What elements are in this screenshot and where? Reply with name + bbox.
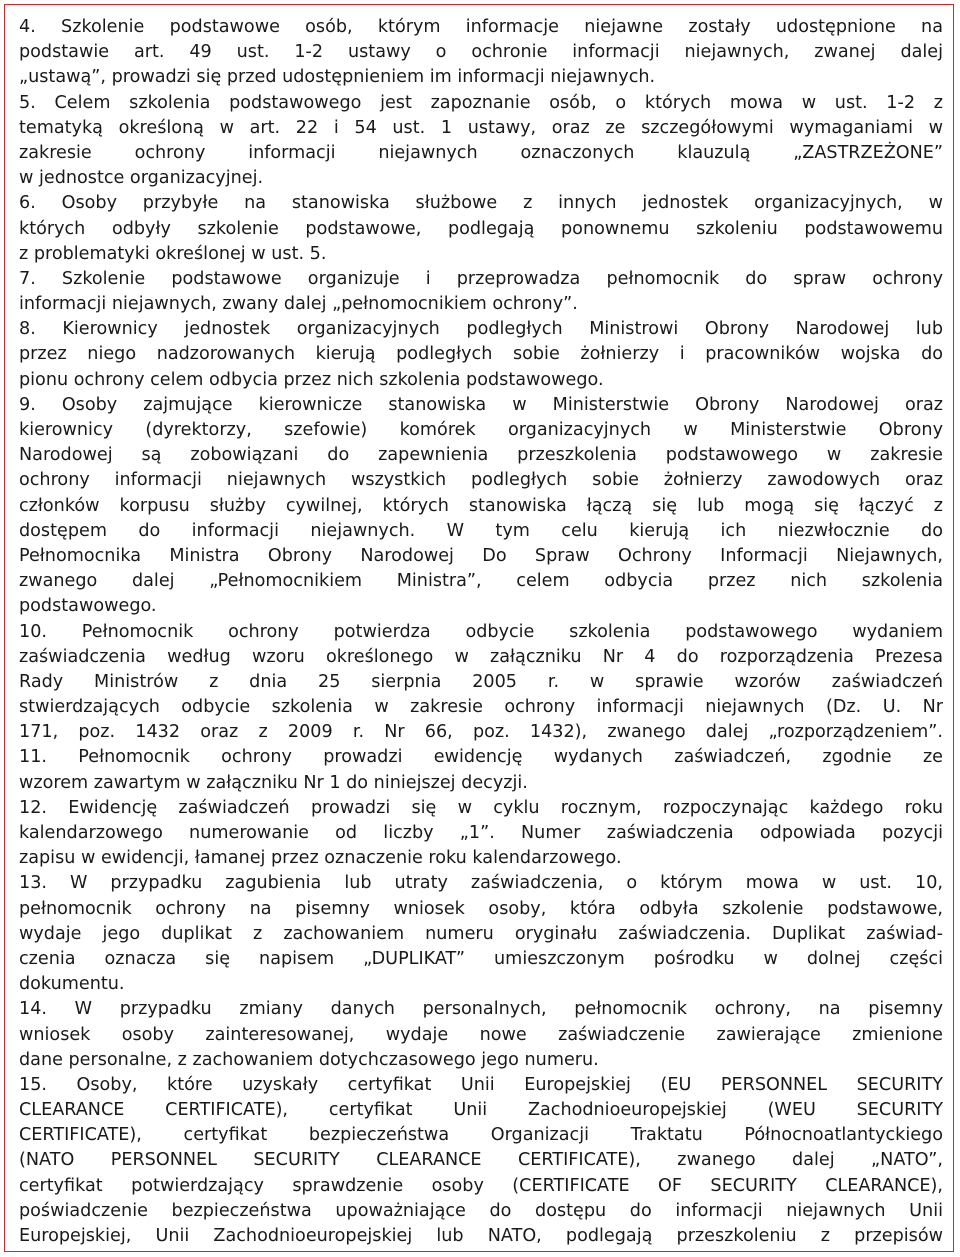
text-line: wzorem zawartym w załączniku Nr 1 do niniejszej decyzji. (19, 772, 528, 793)
text-line: informacji niejawnych, zwany dalej „pełnomocnikiem ochrony”. (19, 294, 578, 315)
text-line: zaświadczenia według wzoru określonego w załączniku Nr 4 do rozporządzenia Prezesa (19, 646, 943, 667)
text-line: 6. Osoby przybyłe na stanowiska służbowe z innych jednostek organizacyjnych, w (19, 193, 943, 214)
text-line: Narodowej są zobowiązani do zapewnienia przeszkolenia podstawowego w zakresie (19, 445, 943, 466)
text-line: 15. Osoby, które uzyskały certyfikat Unii Europejskiej (EU PERSONNEL SECURITY (19, 1074, 943, 1095)
text-line: wniosek osoby zainteresowanej, wydaje nowe zaświadczenie zawierające zmienione (19, 1024, 943, 1045)
text-line: dostępem do informacji niejawnych. W tym celu kierują ich niezwłocznie do (19, 520, 943, 541)
text-line: 13. W przypadku zagubienia lub utraty zaświadczenia, o którym mowa w ust. 10, (19, 873, 943, 894)
text-line: których odbyły szkolenie podstawowe, podlegają ponownemu szkoleniu podstawowemu (19, 218, 943, 239)
text-line: Rady Ministrów z dnia 25 sierpnia 2005 r. w sprawie wzorów zaświadczeń (19, 671, 943, 692)
text-line: stwierdzających odbycie szkolenia w zakresie ochrony informacji niejawnych (Dz. U. Nr (19, 697, 943, 718)
text-line: członków korpusu służby cywilnej, których stanowiska łączą się lub mogą się łączyć z (19, 495, 943, 516)
text-line: 4. Szkolenie podstawowe osób, którym informacje niejawne zostały udostępnione na (19, 17, 943, 37)
text-line: kierownicy (dyrektorzy, szefowie) komórek organizacyjnych w Ministerstwie Obrony (19, 420, 943, 440)
text-line: 10. Pełnomocnik ochrony potwierdza odbycie szkolenia podstawowego wydaniem (19, 621, 943, 642)
text-line: CERTIFICATE), certyfikat bezpieczeństwa Organizacji Traktatu Północnoatlantyckiego (19, 1125, 943, 1146)
text-line: zapisu w ewidencji, łamanej przez oznaczenie roku kalendarzowego. (19, 848, 622, 869)
text-line: (NATO PERSONNEL SECURITY CLEARANCE CERTIFICATE), zwanego dalej „NATO”, (19, 1150, 943, 1171)
text-line: pionu ochrony celem odbycia przez nich szkolenia podstawowego. (19, 369, 604, 390)
text-line: 12. Ewidencję zaświadczeń prowadzi się w cyklu rocznym, rozpoczynając każdego roku (19, 797, 943, 818)
document-page (4, 4, 954, 1252)
text-line: poświadczenie bezpieczeństwa upoważniające do dostępu do informacji niejawnych Unii (19, 1200, 943, 1221)
text-line: dane personalne, z zachowaniem dotychczasowego jego numeru. (19, 1049, 599, 1070)
text-line: 5. Celem szkolenia podstawowego jest zapoznanie osób, o których mowa w ust. 1-2 z (19, 92, 943, 113)
text-line: tematyką określoną w art. 22 i 54 ust. 1 ustawy, oraz ze szczegółowymi wymaganiami w (19, 117, 943, 138)
text-line: CLEARANCE CERTIFICATE), certyfikat Unii Zachodnioeuropejskiej (WEU SECURITY (19, 1100, 943, 1121)
text-line: z problematyki określonej w ust. 5. (19, 243, 327, 264)
text-line: 14. W przypadku zmiany danych personalnych, pełnomocnik ochrony, na pisemny (19, 999, 943, 1020)
text-line: 9. Osoby zajmujące kierownicze stanowiska w Ministerstwie Obrony Narodowej oraz (19, 394, 943, 415)
text-line: czenia oznacza się napisem „DUPLIKAT” umieszczonym pośrodku w dolnej części (19, 948, 943, 969)
text-line: 171, poz. 1432 oraz z 2009 r. Nr 66, poz. 1432), zwanego dalej „rozporządzeniem”. (19, 722, 943, 743)
text-line: 11. Pełnomocnik ochrony prowadzi ewidencję wydanych zaświadczeń, zgodnie ze (19, 747, 943, 768)
text-line: dokumentu. (19, 974, 125, 995)
text-line: 7. Szkolenie podstawowe organizuje i przeprowadza pełnomocnik do spraw ochrony (19, 268, 943, 289)
text-line: Pełnomocnika Ministra Obrony Narodowej Do Spraw Ochrony Informacji Niejawnych, (19, 545, 943, 566)
text-line: certyfikat potwierdzający sprawdzenie osoby (CERTIFICATE OF SECURITY CLEARANCE), (19, 1175, 943, 1196)
text-line: pełnomocnik ochrony na pisemny wniosek osoby, która odbyła szkolenie podstawowe, (19, 898, 943, 919)
text-line: wydaje jego duplikat z zachowaniem numeru oryginału zaświadczenia. Duplikat zaświad- (19, 923, 943, 944)
document-body (19, 15, 943, 1249)
text-line: zwanego dalej „Pełnomocnikiem Ministra”, celem odbycia przez nich szkolenia (19, 571, 943, 592)
text-line: zakresie ochrony informacji niejawnych oznaczonych klauzulą „ZASTRZEŻONE” (19, 142, 943, 163)
text-line: podstawie art. 49 ust. 1-2 ustawy o ochronie informacji niejawnych, zwanej dalej (19, 42, 943, 63)
text-line: podstawowego. (19, 596, 157, 617)
text-line: 8. Kierownicy jednostek organizacyjnych podległych Ministrowi Obrony Narodowej lub (19, 319, 943, 340)
text-line: „ustawą”, prowadzi się przed udostępnieniem im informacji niejawnych. (19, 67, 656, 88)
text-line: Europejskiej, Unii Zachodnioeuropejskiej lub NATO, podlegają przeszkoleniu z przepisów (19, 1226, 943, 1246)
text-line: w jednostce organizacyjnej. (19, 168, 264, 189)
text-line: przez niego nadzorowanych kierują podległych sobie żołnierzy i pracowników wojska do (19, 344, 943, 365)
text-line: ochrony informacji niejawnych wszystkich podległych sobie żołnierzy zawodowych oraz (19, 470, 943, 491)
text-line: kalendarzowego numerowanie od liczby „1”. Numer zaświadczenia odpowiada pozycji (19, 823, 943, 843)
